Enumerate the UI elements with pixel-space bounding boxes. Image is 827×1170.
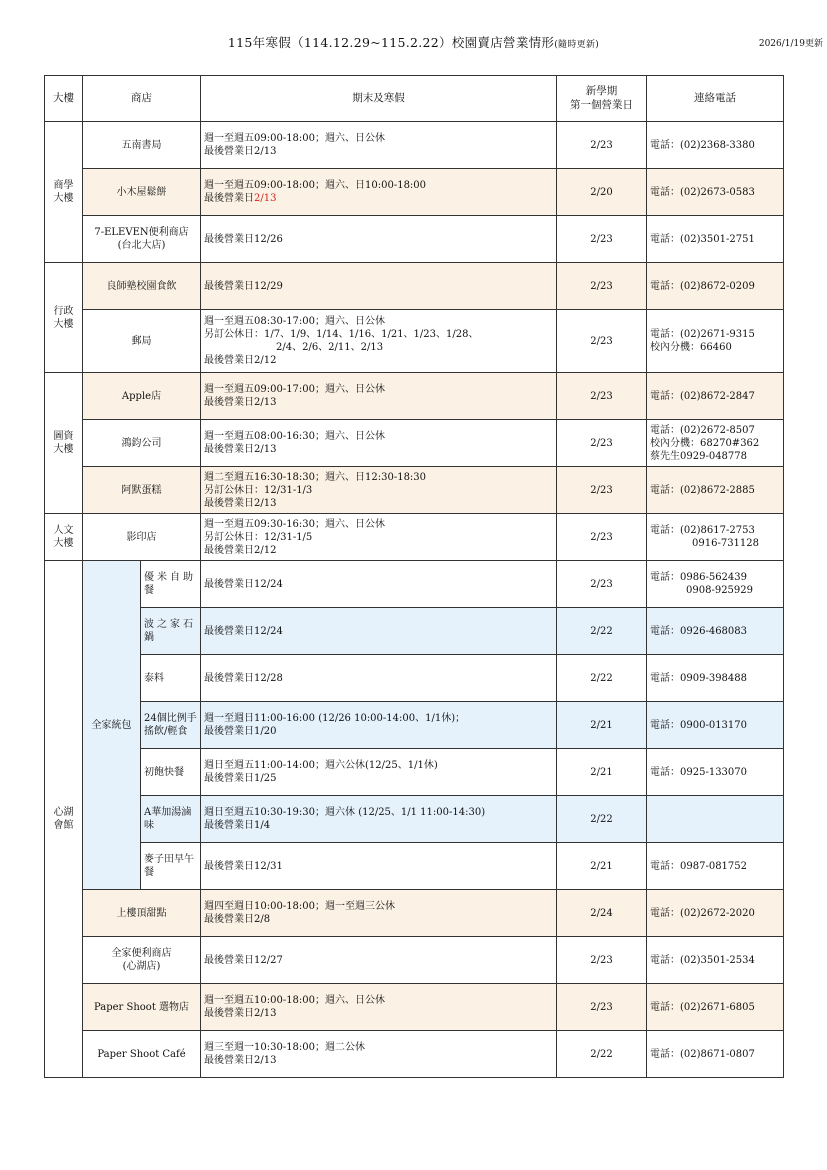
first-day: 2/23	[557, 514, 647, 561]
first-day: 2/23	[557, 263, 647, 310]
phone: 電話：(02)8617-2753 0916-731128	[647, 514, 784, 561]
store-name: 上樓頂甜點	[83, 890, 201, 937]
table-row	[45, 984, 784, 1031]
family-group-label: 全家統包	[83, 561, 141, 890]
first-day: 2/20	[557, 169, 647, 216]
phone	[647, 796, 784, 843]
phone: 電話：0926-468083	[647, 608, 784, 655]
store-name: 阿默蛋糕	[83, 467, 201, 514]
first-day: 2/23	[557, 373, 647, 420]
first-day: 2/23	[557, 467, 647, 514]
store-name: Paper Shoot 選物店	[83, 984, 201, 1031]
table-row	[45, 749, 784, 796]
store-hours: 最後營業日12/24	[201, 561, 557, 608]
last-day-highlight: 2/13	[254, 193, 277, 204]
table-row	[45, 890, 784, 937]
store-hours: 週一至週五08:00-16:30；週六、日公休 最後營業日2/13	[201, 420, 557, 467]
update-date: 2026/1/19更新	[758, 39, 823, 49]
first-day: 2/22	[557, 655, 647, 702]
phone: 電話：(02)3501-2751	[647, 216, 784, 263]
store-hours: 週二至週五16:30-18:30；週六、日12:30-18:30 另訂公休日：12/31-1/3 最後營業日2/13	[201, 467, 557, 514]
store-hours: 週日至週五11:00-14:00；週六公休(12/25、1/1休) 最後營業日1/25	[201, 749, 557, 796]
store-name: 全家便利商店 (心湖店)	[83, 937, 201, 984]
phone: 電話：(02)2671-6805	[647, 984, 784, 1031]
header-hours: 期末及寒假	[201, 76, 557, 122]
store-name: 五南書局	[83, 122, 201, 169]
table-row	[45, 373, 784, 420]
first-day: 2/23	[557, 122, 647, 169]
phone: 電話：0987-081752	[647, 843, 784, 890]
table-row	[45, 122, 784, 169]
building-commerce: 商學 大樓	[45, 122, 83, 263]
table-row	[45, 310, 784, 373]
building-admin: 行政 大樓	[45, 263, 83, 373]
store-name: 泰料	[141, 655, 201, 702]
first-day: 2/24	[557, 890, 647, 937]
table-row	[45, 216, 784, 263]
store-hours: 週四至週日10:00-18:00；週一至週三公休 最後營業日2/8	[201, 890, 557, 937]
store-name: 24個比例手搖飲/輕食	[141, 702, 201, 749]
first-day: 2/21	[557, 749, 647, 796]
phone: 電話：(02)8672-2847	[647, 373, 784, 420]
store-hours: 週一至週五08:30-17:00；週六、日公休 另訂公休日：1/7、1/9、1/14、1/16、1/21、1/23、1/28、 2/4、2/6、2/11、2/13 最後營業日2/12	[201, 310, 557, 373]
store-hours: 週日至週五10:30-19:30；週六休 (12/25、1/1 11:00-14:30) 最後營業日1/4	[201, 796, 557, 843]
store-hours: 最後營業日12/31	[201, 843, 557, 890]
store-hours: 週一至週五09:00-18:00；週六、日10:00-18:00 最後營業日2/13	[201, 169, 557, 216]
store-hours: 週一至週五09:30-16:30；週六、日公休 另訂公休日：12/31-1/5 最後營業日2/12	[201, 514, 557, 561]
table-row	[45, 843, 784, 890]
table-row	[45, 169, 784, 216]
header-phone: 連絡電話	[647, 76, 784, 122]
title-text: 115年寒假（114.12.29~115.2.22）校園賣店營業情形	[227, 35, 555, 50]
table-row	[45, 608, 784, 655]
table-row	[45, 655, 784, 702]
phone: 電話：(02)3501-2534	[647, 937, 784, 984]
building-library: 圖資 大樓	[45, 373, 83, 514]
building-xinhu: 心湖 會館	[45, 561, 83, 1078]
table-row	[45, 796, 784, 843]
table-row	[45, 263, 784, 310]
phone: 電話：(02)8672-2885	[647, 467, 784, 514]
phone: 電話：(02)2368-3380	[647, 122, 784, 169]
title-note: (隨時更新)	[554, 40, 600, 50]
store-name: A華加湯滷味	[141, 796, 201, 843]
store-name: 麥子田早午餐	[141, 843, 201, 890]
first-day: 2/23	[557, 216, 647, 263]
first-day: 2/23	[557, 937, 647, 984]
store-hours: 週一至週日11:00-16:00 (12/26 10:00-14:00、1/1休)； 最後營業日1/20	[201, 702, 557, 749]
store-hours-table	[44, 75, 784, 1078]
building-humanities: 人文 大樓	[45, 514, 83, 561]
first-day: 2/22	[557, 1031, 647, 1078]
document-title	[0, 33, 827, 51]
header-store: 商店	[83, 76, 201, 122]
first-day: 2/23	[557, 561, 647, 608]
phone: 電話：(02)8671-0807	[647, 1031, 784, 1078]
store-name: 良師塾校園食飲	[83, 263, 201, 310]
phone: 電話：(02)2671-9315 校內分機：66460	[647, 310, 784, 373]
table-row	[45, 420, 784, 467]
header-first-day: 新學期 第一個營業日	[557, 76, 647, 122]
store-name: 影印店	[83, 514, 201, 561]
table-row	[45, 467, 784, 514]
first-day: 2/22	[557, 608, 647, 655]
first-day: 2/21	[557, 702, 647, 749]
store-hours: 最後營業日12/29	[201, 263, 557, 310]
store-name: 郵局	[83, 310, 201, 373]
phone: 電話：(02)2672-8507 校內分機：68270#362 蔡先生0929-048778	[647, 420, 784, 467]
store-hours: 週一至週五09:00-18:00；週六、日公休 最後營業日2/13	[201, 122, 557, 169]
table-row	[45, 937, 784, 984]
header-building: 大樓	[45, 76, 83, 122]
phone: 電話：(02)2672-2020	[647, 890, 784, 937]
first-day: 2/23	[557, 310, 647, 373]
store-name: 初飽快餐	[141, 749, 201, 796]
store-hours: 最後營業日12/26	[201, 216, 557, 263]
store-hours: 週一至週五09:00-17:00；週六、日公休 最後營業日2/13	[201, 373, 557, 420]
store-hours: 最後營業日12/24	[201, 608, 557, 655]
store-name: 小木屋鬆餅	[83, 169, 201, 216]
store-hours: 週三至週一10:30-18:00；週二公休 最後營業日2/13	[201, 1031, 557, 1078]
store-hours: 最後營業日12/28	[201, 655, 557, 702]
phone: 電話：(02)2673-0583	[647, 169, 784, 216]
header-row	[45, 76, 784, 122]
phone: 電話：0909-398488	[647, 655, 784, 702]
phone: 電話：0900-013170	[647, 702, 784, 749]
store-name: Apple店	[83, 373, 201, 420]
table-row	[45, 1031, 784, 1078]
first-day: 2/21	[557, 843, 647, 890]
store-name: 鴻鈞公司	[83, 420, 201, 467]
store-hours: 週一至週五10:00-18:00；週六、日公休 最後營業日2/13	[201, 984, 557, 1031]
phone: 電話：0925-133070	[647, 749, 784, 796]
table-row	[45, 514, 784, 561]
first-day: 2/23	[557, 984, 647, 1031]
store-hours: 最後營業日12/27	[201, 937, 557, 984]
table-row	[45, 561, 784, 608]
store-name: 優米自助餐	[141, 561, 201, 608]
store-name: Paper Shoot Café	[83, 1031, 201, 1078]
phone: 電話：0986-562439 0908-925929	[647, 561, 784, 608]
store-name: 波之家石鍋	[141, 608, 201, 655]
first-day: 2/22	[557, 796, 647, 843]
table-row	[45, 702, 784, 749]
first-day: 2/23	[557, 420, 647, 467]
phone: 電話：(02)8672-0209	[647, 263, 784, 310]
store-name: 7-ELEVEN便利商店 (台北大店)	[83, 216, 201, 263]
